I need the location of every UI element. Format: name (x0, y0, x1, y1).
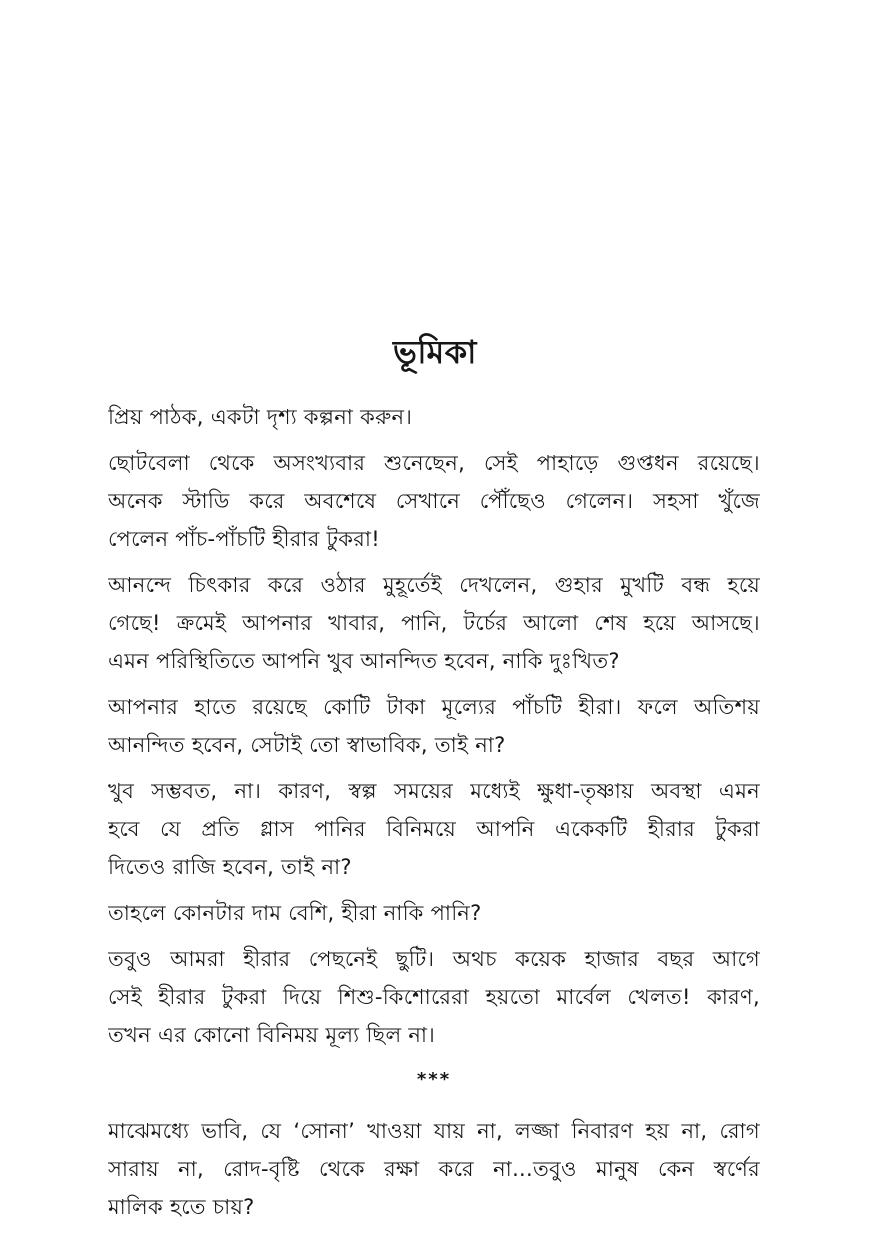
text-line: হবে যে প্রতি গ্লাস পানির বিনিময়ে আপনি একেকটি হীরার টুকরা (108, 817, 760, 841)
text-line: পেলেন পাঁচ-পাঁচটি হীরার টুকরা! (108, 527, 380, 551)
text-line: প্রিয় পাঠক, একটা দৃশ্য কল্পনা করুন। (108, 405, 413, 429)
text-line: দিতেও রাজি হবেন, তাই না? (108, 855, 352, 879)
text-line: সারায় না, রোদ-বৃষ্টি থেকে রক্ষা করে না...তবুও মানুষ কেন স্বর্ণের (108, 1157, 760, 1181)
text-line: আনন্দে চিৎকার করে ওঠার মুহূর্তেই দেখলেন, গুহার মুখটি বন্ধ হয়ে (108, 573, 760, 597)
text-line: আনন্দিত হবেন, সেটাই তো স্বাভাবিক, তাই না? (108, 733, 506, 757)
text-line: মাঝেমধ্যে ভাবি, যে ‘সোনা’ খাওয়া যায় না, লজ্জা নিবারণ হয় না, রোগ (108, 1119, 760, 1143)
text-line: মালিক হতে চায়? (108, 1195, 255, 1219)
text-line: গেছে! ক্রমেই আপনার খাবার, পানি, টর্চের আলো শেষ হয়ে আসছে। (108, 611, 760, 635)
page-title: ভূমিকা (393, 333, 477, 371)
paragraph-invitation (108, 398, 760, 436)
text-line: আপনার হাতে রয়েছে কোটি টাকা মূল্যের পাঁচটি হীরা। ফলে অতিশয় (108, 695, 760, 719)
paragraph-thirst (108, 772, 760, 886)
text-line: অনেক স্টাডি করে অবশেষে সেখানে পৌঁছেও গেলেন। সহসা খুঁজে (108, 489, 760, 513)
text-line: খুব সম্ভবত, না। কারণ, স্বল্প সময়ের মধ্যেই ক্ষুধা-তৃষ্ণায় অবস্থা এমন (108, 779, 760, 803)
paragraph-treasure (108, 444, 760, 558)
paragraph-cave (108, 566, 760, 680)
text-line: তখন এর কোনো বিনিময় মূল্য ছিল না। (108, 1023, 436, 1047)
section-separator: *** (416, 1069, 452, 1090)
paragraph-gold (108, 1112, 760, 1226)
text-line: এমন পরিস্থিতিতে আপনি খুব আনন্দিত হবেন, নাকি দুঃখিত? (108, 649, 620, 673)
paragraph-marbles (108, 940, 760, 1054)
text-line: তাহলে কোনটার দাম বেশি, হীরা নাকি পানি? (108, 901, 482, 925)
preface-body (108, 398, 760, 1234)
text-line: ছোটবেলা থেকে অসংখ্যবার শুনেছেন, সেই পাহাড়ে গুপ্তধন রয়েছে। (108, 451, 760, 475)
paragraph-question (108, 894, 760, 932)
paragraph-diamonds (108, 688, 760, 764)
text-line: তবুও আমরা হীরার পেছনেই ছুটি। অথচ কয়েক হাজার বছর আগে (108, 947, 760, 971)
text-line: সেই হীরার টুকরা দিয়ে শিশু-কিশোরেরা হয়তো মার্বেল খেলত! কারণ, (108, 985, 760, 1009)
